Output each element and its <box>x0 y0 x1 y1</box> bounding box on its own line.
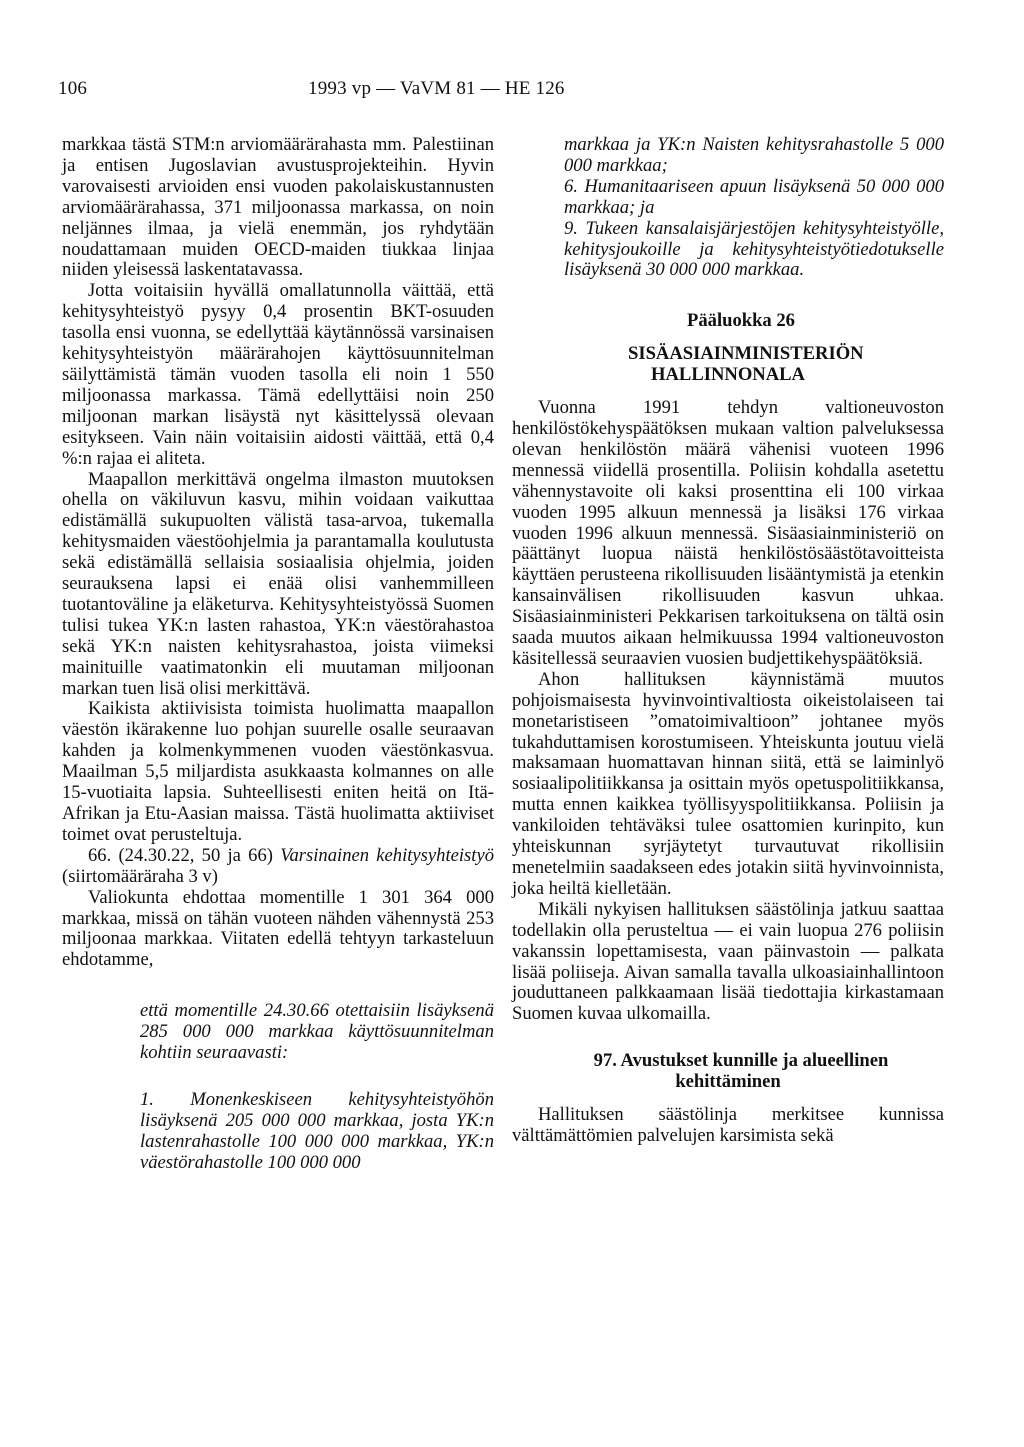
moment-number: 66. (24.30.22, 50 ja 66) <box>88 844 281 866</box>
left-paragraph-2: Jotta voitaisiin hyvällä omallatunnolla väittää, että kehitysyhteistyö pysyy 0,4 prosentin BKT-osuuden tasolla ensi vuonna, se edellyttää käytännössä varsinaisen kehitysyhteistyön määrärahojen käyttösuunnitelman säilyttämistä tämän vuoden tasolla eli noin 1 550 miljoonassa markassa. Tämä edellyttäisi noin 250 miljoonan markan lisäystä nyt käsittelyssä olevaan esitykseen. Vain näin voitaisiin aidosti väittää, että 0,4 %:n rajaa ei aliteta. <box>62 280 494 469</box>
proposal-item-6: 6. Humanitaariseen apuun lisäyksenä 50 000 000 markkaa; ja <box>564 175 944 218</box>
section-heading-title: SISÄASIAINMINISTERIÖN HALLINNONALA <box>628 343 864 386</box>
right-column <box>512 135 944 1147</box>
proposal-item-1: 1. Monenkeskiseen kehitysyhteistyöhön lisäyksenä 205 000 000 markkaa, josta YK:n lastenrahastolle 100 000 000 markkaa, YK:n väestörahastolle 100 000 000 <box>140 1088 494 1173</box>
right-paragraph-3: Mikäli nykyisen hallituksen säästölinja jatkuu saattaa todellakin olla perusteltua — ei vain luopua 276 poliisin vakanssin lopettamisesta, vaan päinvastoin — palkata lisää poliiseja. Aivan samalla tavalla ulkoasiainhallintoon jouduttaneen palkkaamaan lisää tiedottajia kirkastamaan Suomen kuvaa ulkomailla. <box>512 898 944 1025</box>
page-header <box>58 78 948 104</box>
left-paragraph-6: Valiokunta ehdottaa momentille 1 301 364 000 markkaa, missä on tähän vuoteen nähden vähennystä 253 miljoonaa markkaa. Viitaten edellä tehtyyn tarkasteluun ehdotamme, <box>62 886 494 971</box>
page-number: 106 <box>58 78 88 99</box>
section-heading-main: Pääluokka 26 <box>687 310 795 332</box>
running-head: 1993 vp — VaVM 81 — HE 126 <box>308 78 565 99</box>
proposal-item-1-cont: markkaa ja YK:n Naisten kehitysrahastolle 5 000 000 markkaa; <box>564 134 944 176</box>
proposal-continuation <box>512 135 944 281</box>
moment-title: Varsinainen kehitysyhteistyö <box>280 844 494 866</box>
proposal-text: että momentille 24.30.66 otettaisiin lisäyksenä 285 000 000 markkaa käyttösuunnitelman kohtiin seuraavasti: <box>140 1000 494 1064</box>
left-column <box>62 135 494 1174</box>
left-paragraph-4: Kaikista aktiivisista toimista huolimatta maapallon väestön ikärakenne luo pohjan suurelle osalle seuraavan kahden ja kolmenkymmenen vuoden väestönkasvua. Maailman 5,5 miljardista asukkaasta kolmannes on alle 15-vuotiaita lapsia. Suhteellisesti eniten heitä on Itä-Afrikan ja Etu-Aasian maissa. Tästä huolimatta aktiiviset toimet ovat perusteltuja. <box>62 698 494 845</box>
left-paragraph-1: markkaa tästä STM:n arviomäärärahasta mm. Palestiinan ja entisen Jugoslavian avustusprojekteihin. Hyvin varovaisesti arvioiden ensi vuoden pakolaiskustannusten arviomäärärahassa, 371 miljoonassa markassa, on noin neljännes ilmaa, ja vielä enemmän, jos ryhdytään noudattamaan muiden OECD-maiden tiukkaa linjaa niiden yleisessä laskentatavassa. <box>62 134 494 281</box>
proposal-quote <box>62 1001 494 1173</box>
left-paragraph-5 <box>62 846 494 888</box>
right-paragraph-4: Hallituksen säästölinja merkitsee kunnissa välttämättömien palvelujen karsimista sekä <box>512 1104 944 1146</box>
proposal-item-9: 9. Tukeen kansalaisjärjestöjen kehitysyhteistyölle, kehitysjoukoille ja kehitysyhteistyötiedotukselle lisäyksenä 30 000 000 markkaa. <box>564 217 944 281</box>
right-paragraph-1: Vuonna 1991 tehdyn valtioneuvoston henkilöstökehyspäätöksen mukaan valtion palveluksessa olevan henkilöstön määrä vähenisi vuoteen 1996 mennessä viidellä prosentilla. Poliisin kohdalla asetettu vähennystavoite oli kaksi prosenttina eli 100 virkaa vuoden 1995 alkuun mennessä ja lisäksi 176 virkaa vuoden 1996 alkuun mennessä. Sisäasiainministeriö on päättänyt luopua näistä henkilöstösäästötavoitteista käyttäen perusteena rikollisuuden lisääntymistä ja etenkin kansainvälisen rikollisuuden kasvun uhkaa. Sisäasiainministeri Pekkarisen tarkoituksena on tältä osin saada muutos aikaan helmikuussa 1994 valtioneuvoston käsitellessä seuraavien vuosien budjettikehyspäätöksiä. <box>512 397 944 669</box>
moment-suffix: (siirtomääräraha 3 v) <box>62 865 218 887</box>
section-heading-97: 97. Avustukset kunnille ja alueellinen kehittäminen <box>593 1050 889 1093</box>
right-paragraph-2: Ahon hallituksen käynnistämä muutos pohjoismaisesta hyvinvointivaltiosta oikeistolaiseen tai monetaristiseen ”omatoimivaltioon” johtanee myös tukahduttamisen korostumiseen. Yhteiskunta joutuu vielä maksamaan huomattavan hinnan siitä, että se laiminlyö sosiaalipolitiikkansa ja osittain myös opetuspolitiikkansa, mutta ennen kaikkea työllisyyspolitiikkansa. Poliisin ja vankiloiden tehtäväksi tulee osattomien kurinpito, kun yhteiskunnan syrjäytetyt turvautuvat rikollisiin menetelmiin saadakseen edes jotakin siitä hyvinvoinnista, joka heiltä kielletään. <box>512 668 944 899</box>
left-paragraph-3: Maapallon merkittävä ongelma ilmaston muutoksen ohella on väkiluvun kasvu, mihin voidaan vaikuttaa edistämällä sukupuolten välistä tasa-arvoa, tukemalla kehitysmaiden väestöohjelmia ja parantamalla koulutusta sekä edistämällä sellaisia sosiaalisia ohjelmia, joiden seurauksena lapsi ei enää olisi vanhemmilleen tuotantoväline ja eläketurva. Kehitysyhteistyössä Suomen tulisi tukea YK:n lasten rahastoa, YK:n väestörahastoa sekä YK:n naisten kehitysrahastoa, joista viimeksi mainituille vaatimatonkin eli muutaman miljoonan markan tuen lisä olisi merkittävä. <box>62 468 494 699</box>
